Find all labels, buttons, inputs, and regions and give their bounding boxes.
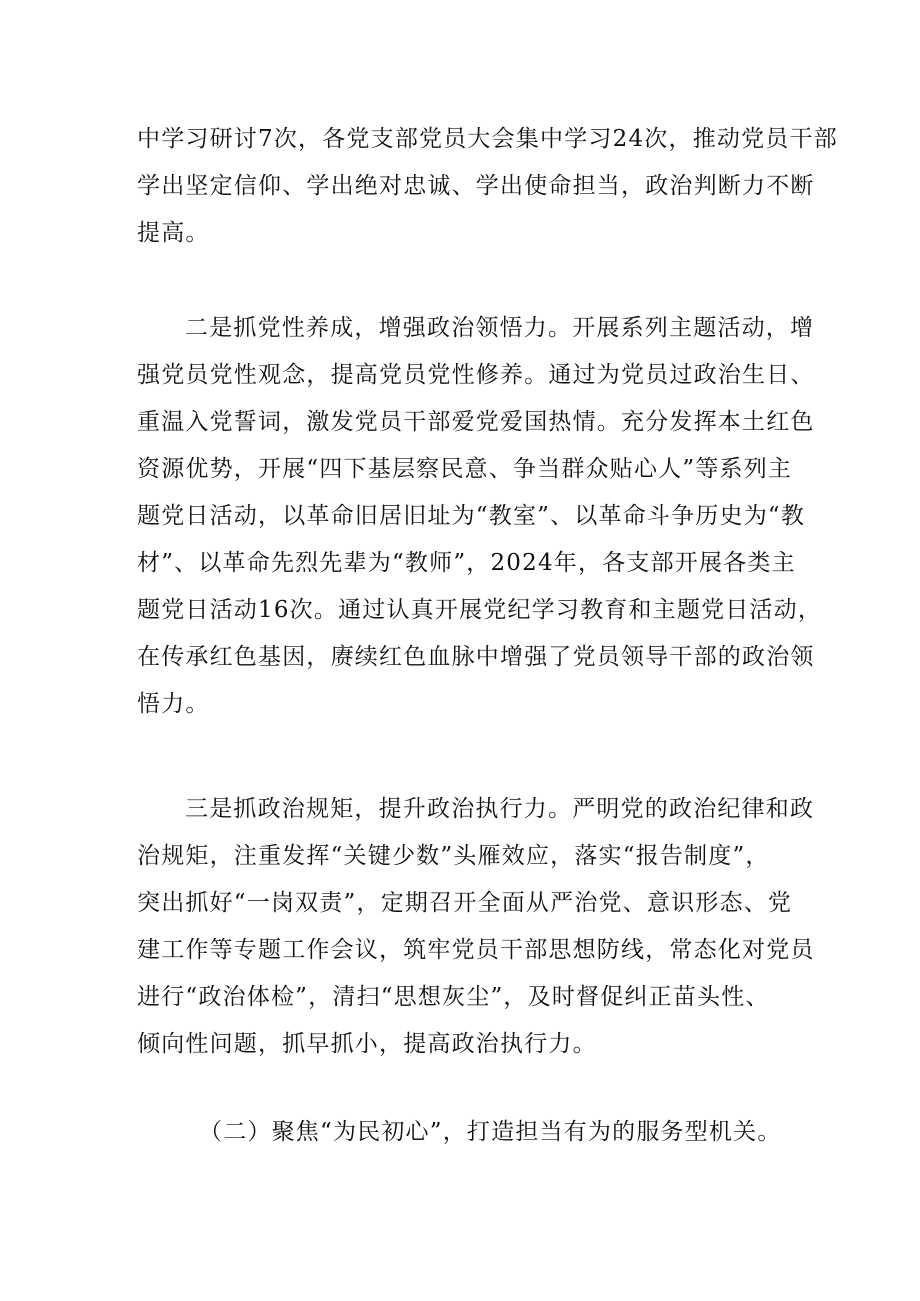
text-line: 治规矩，注重发挥“关键少数”头雁效应，落实“报告制度”， [137, 843, 770, 869]
text-line: 中学习研讨7次，各党支部党员大会集中学习24次，推动党员干部 [137, 126, 838, 152]
text-line: 建工作等专题工作会议，筑牢党员干部思想防线，常态化对党员 [137, 937, 815, 963]
text-line: 重温入党誓词，激发党员干部爱党爱国热情。充分发挥本土红色 [137, 409, 815, 435]
text-line: 学出坚定信仰、学出绝对忠诚、学出使命担当，政治判断力不断 [137, 173, 815, 199]
text-line: 材”、以革命先烈先辈为“教师”，2024年，各支部开展各类主 [137, 550, 796, 576]
text-line: 强党员党性观念，提高党员党性修养。通过为党员过政治生日、 [137, 362, 815, 388]
text-line: 倾向性问题，抓早抓小，提高政治执行力。 [137, 1031, 597, 1057]
text-line: 资源优势，开展“四下基层察民意、争当群众贴心人”等系列主 [137, 456, 793, 482]
paragraph-political-understanding [137, 305, 823, 728]
text-line: 题党日活动16次。通过认真开展党纪学习教育和主题党日活动， [137, 597, 823, 623]
paragraph-political-execution [137, 786, 815, 1068]
text-line: 突出抓好“一岗双责”，定期召开全面从严治党、意识形态、党 [137, 890, 793, 916]
paragraph-continuation [137, 116, 838, 257]
text-line: 三是抓政治规矩，提升政治执行力。严明党的政治纪律和政 [185, 796, 815, 822]
text-line: 进行“政治体检”，清扫“思想灰尘”，及时督促纠正苗头性、 [137, 984, 770, 1010]
text-line: 悟力。 [137, 691, 210, 717]
section-heading-text: （二）聚焦“为民初心”，打造担当有为的服务型机关。 [199, 1119, 782, 1145]
text-line: 题党日活动，以革命旧居旧址为“教室”、以革命斗争历史为“教 [137, 503, 806, 529]
text-line: 提高。 [137, 220, 210, 246]
section-heading [137, 1109, 797, 1156]
text-line: 二是抓党性养成，增强政治领悟力。开展系列主题活动，增 [185, 315, 815, 341]
text-line: 在传承红色基因，赓续红色血脉中增强了党员领导干部的政治领 [137, 644, 815, 670]
